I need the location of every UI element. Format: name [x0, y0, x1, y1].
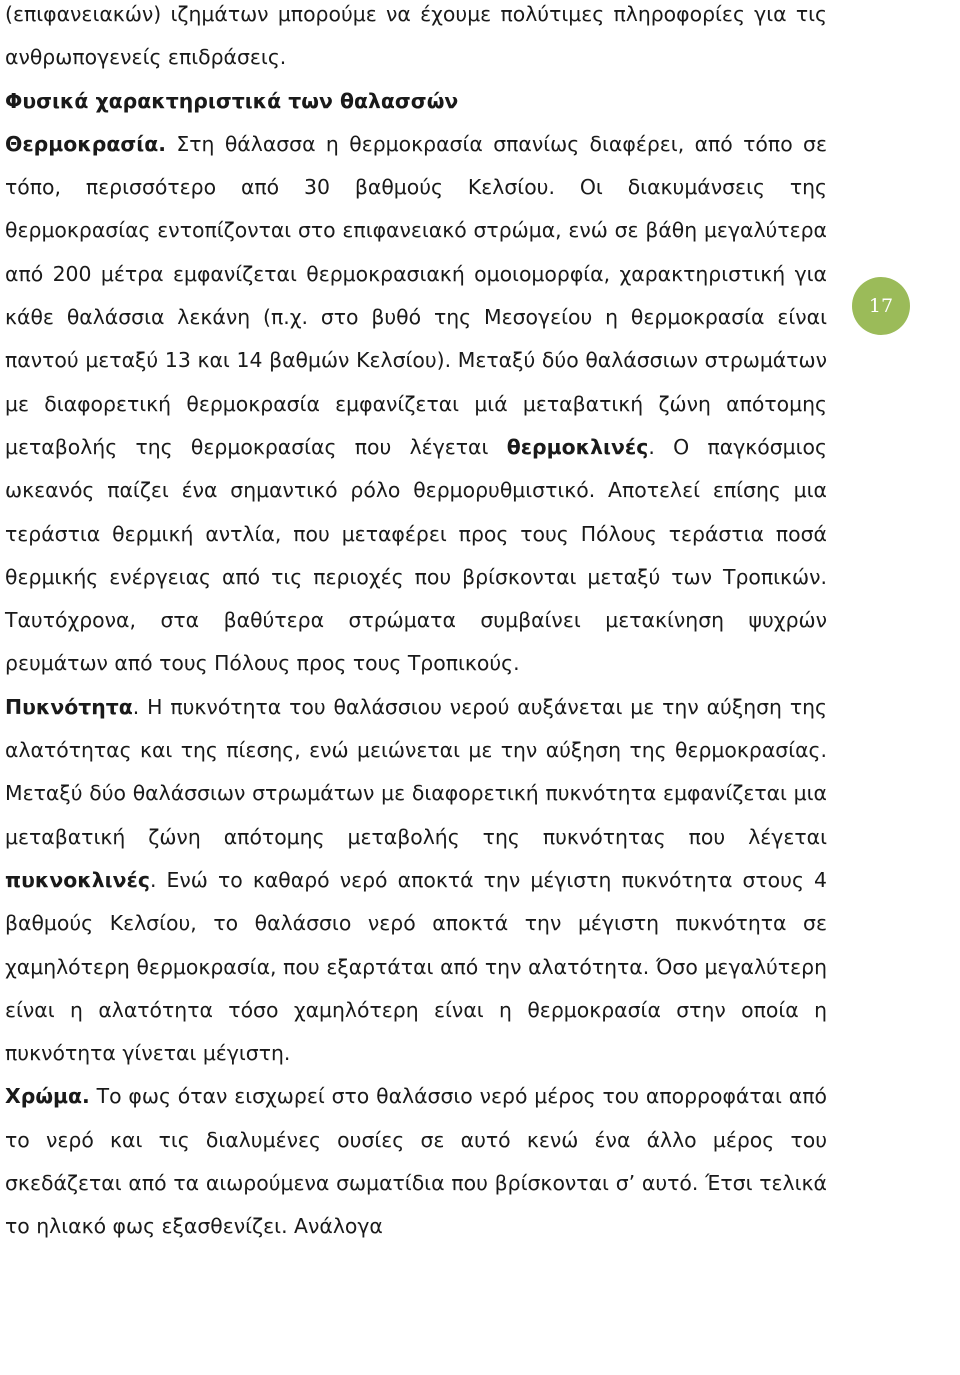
color-text-1: Το φως όταν εισχωρεί στο θαλάσσιο νερό μέρος του απορροφάται από το νερό και τις διαλυμένες ουσίες σε αυτό κενώ ένα άλλο μέρος του σκεδάζεται από τα αιωρούμενα σωματίδια που βρίσκονται σ’ αυτό. Έτσι τελικά το ηλιακό φως εξασθενίζει. Ανάλογα	[5, 1084, 827, 1239]
document-body	[5, 0, 827, 1249]
thermocline-term: θερμοκλινές	[506, 434, 649, 459]
density-text-1: . Η πυκνότητα του θαλάσσιου νερού αυξάνεται με την αύξηση της αλατότητας και της πίεσης, ενώ μειώνεται με την αύξηση της θερμοκρασίας. Μεταξύ δύο θαλάσσιων στρωμάτων με διαφορετική πυκνότητα εμφανίζεται μια μεταβατική ζώνη απότομης μεταβολής της πυκνότητας που λέγεται	[5, 694, 827, 849]
page-number-badge: 17	[852, 277, 910, 335]
pycnocline-term: πυκνοκλινές	[5, 867, 150, 892]
density-paragraph	[5, 686, 827, 1076]
temperature-text-2: . Ο παγκόσμιος ωκεανός παίζει ένα σημαντικό ρόλο θερμορυθμιστικό. Αποτελεί επίσης μια τεράστια θερμική αντλία, που μεταφέρει προς τους Πόλους τεράστια ποσά θερμικής ενέργειας από τις περιοχές που βρίσκονται μεταξύ των Τροπικών. Ταυτόχρονα, στα βαθύτερα στρώματα συμβαίνει μετακίνηση ψυχρών ρευμάτων από τους Πόλους προς τους Τροπικούς.	[5, 434, 827, 676]
density-label: Πυκνότητα	[5, 694, 133, 719]
color-paragraph	[5, 1075, 827, 1248]
section-heading: Φυσικά χαρακτηριστικά των θαλασσών	[5, 88, 459, 113]
color-label: Χρώμα.	[5, 1084, 90, 1109]
density-text-2: . Ενώ το καθαρό νερό αποκτά την μέγιστη πυκνότητα στους 4 βαθμούς Κελσίου, το θαλάσσιο νερό αποκτά την μέγιστη πυκνότητα σε χαμηλότερη θερμοκρασία, που εξαρτάται από την αλατότητα. Όσο μεγαλύτερη είναι η αλατότητα τόσο χαμηλότερη είναι η θερμοκρασία στην οποία η πυκνότητα γίνεται μέγιστη.	[5, 867, 827, 1066]
temperature-label: Θερμοκρασία.	[5, 131, 166, 156]
intro-paragraph: (επιφανειακών) ιζημάτων μπορούμε να έχουμε πολύτιμες πληροφορίες για τις ανθρωπογενείς επιδράσεις.	[5, 2, 827, 70]
temperature-text-1: Στη θάλασσα η θερμοκρασία σπανίως διαφέρει, από τόπο σε τόπο, περισσότερο από 30 βαθμούς Κελσίου. Οι διακυμάνσεις της θερμοκρασίας εντοπίζονται στο επιφανειακό στρώμα, ενώ σε βάθη μεγαλύτερα από 200 μέτρα εμφανίζεται θερμοκρασιακή ομοιομορφία, χαρακτηριστική για κάθε θαλάσσια λεκάνη (π.χ. στο βυθό της Μεσογείου η θερμοκρασία είναι παντού μεταξύ 13 και 14 βαθμών Κελσίου). Μεταξύ δύο θαλάσσιων στρωμάτων με διαφορετική θερμοκρασία εμφανίζεται μιά μεταβατική ζώνη απότομης μεταβολής της θερμοκρασίας που λέγεται	[5, 131, 827, 459]
temperature-paragraph	[5, 123, 827, 686]
